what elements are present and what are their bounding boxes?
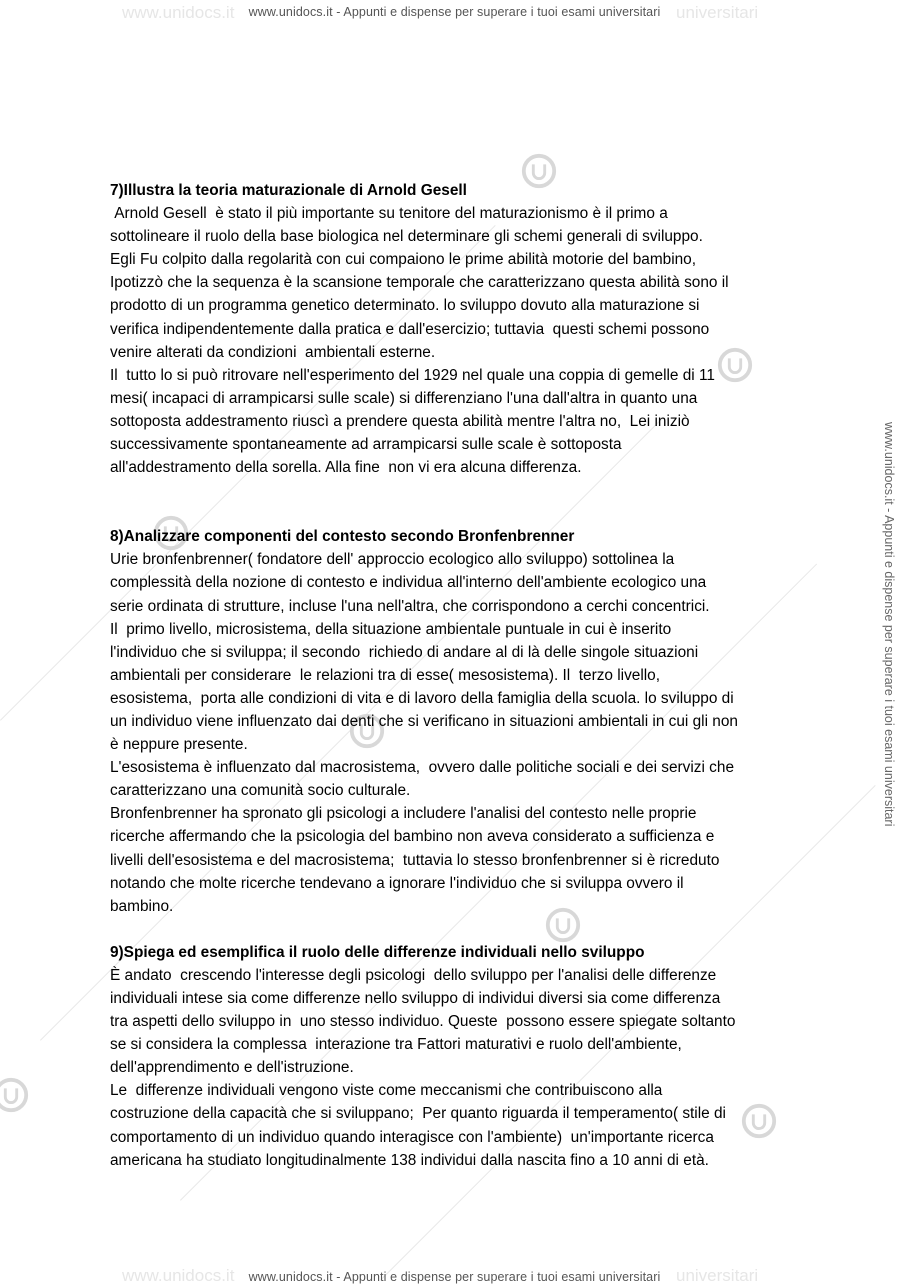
paragraph-line: livelli dell'esosistema e del macrosistema; tuttavia lo stesso bronfenbrenner si è ricreduto xyxy=(110,851,720,869)
unidocs-logo-icon xyxy=(0,1076,30,1114)
paragraph-line: È andato crescendo l'interesse degli psicologi dello sviluppo per l'analisi delle differenze xyxy=(110,966,717,984)
paragraph-line: tra aspetti dello sviluppo in uno stesso individuo. Queste possono essere spiegate soltanto xyxy=(110,1013,736,1031)
paragraph-line: Arnold Gesell è stato il più importante su tenitore del maturazionismo è il primo a xyxy=(110,205,668,223)
section-7 xyxy=(110,179,810,479)
paragraph-line: Bronfenbrenner ha spronato gli psicologi a includere l'analisi del contesto nelle proprie xyxy=(110,805,697,823)
paragraph-line: è neppure presente. xyxy=(110,736,248,754)
paragraph-line: se si considera la complessa interazione tra Fattori maturativi e ruolo dell'ambiente, xyxy=(110,1036,682,1054)
paragraph-line: serie ordinata di strutture, incluse l'una nell'altra, che corrispondono a cerchi concentrici. xyxy=(110,597,710,615)
watermark-header: www.unidocs.it - Appunti e dispense per superare i tuoi esami universitari xyxy=(248,5,661,19)
section-8 xyxy=(110,525,810,918)
watermark-ghost-text: universitari xyxy=(676,3,759,22)
watermark-footer: www.unidocs.it - Appunti e dispense per superare i tuoi esami universitari xyxy=(248,1270,661,1284)
paragraph-line: notando che molte ricerche tendevano a ignorare l'individuo che si sviluppa ovvero il xyxy=(110,874,684,892)
paragraph-line: Ipotizzò che la sequenza è la scansione temporale che caratterizzano questa abilità sono il xyxy=(110,274,729,292)
paragraph-line: sottoposta addestramento riuscì a prendere questa abilità mentre l'altra no, Lei iniziò xyxy=(110,412,690,430)
paragraph-line: successivamente spontaneamente ad arrampicarsi sulle scale è sottoposta xyxy=(110,436,622,454)
paragraph-line: un individuo viene influenzato dai denti che si verificano in situazioni ambientali in cui gli non xyxy=(110,712,738,730)
paragraph-line: L'esosistema è influenzato dal macrosistema, ovvero dalle politiche sociali e dei servizi che xyxy=(110,759,734,777)
paragraph-line: esosistema, porta alle condizioni di vita e di lavoro della famiglia della scuola. lo sviluppo di xyxy=(110,689,734,707)
paragraph-line: verifica indipendentemente dalla pratica e dall'esercizio; tuttavia questi schemi possono xyxy=(110,320,710,338)
watermark-ghost-text: www.unidocs.it xyxy=(122,1266,235,1285)
paragraph-line: caratterizzano una comunità socio culturale. xyxy=(110,782,411,800)
paragraph-line: costruzione della capacità che si sviluppano; Per quanto riguarda il temperamento( stile di xyxy=(110,1105,726,1123)
document-body xyxy=(110,179,810,1172)
section-heading: 8)Analizzare componenti del contesto secondo Bronfenbrenner xyxy=(110,528,575,546)
watermark-side-right: www.unidocs.it - Appunti e dispense per superare i tuoi esami universitari xyxy=(882,422,896,827)
paragraph-line: complessità della nozione di contesto e individua all'interno dell'ambiente ecologico una xyxy=(110,574,707,592)
paragraph-line: Urie bronfenbrenner( fondatore dell' approccio ecologico allo sviluppo) sottolinea la xyxy=(110,551,675,569)
paragraph-line: Il primo livello, microsistema, della situazione ambientale puntuale in cui è inserito xyxy=(110,620,672,638)
paragraph-line: l'individuo che si sviluppa; il secondo richiedo di andare al di là delle singole situazioni xyxy=(110,643,699,661)
paragraph-line: Il tutto lo si può ritrovare nell'esperimento del 1929 nel quale una coppia di gemelle di 11 xyxy=(110,366,715,384)
paragraph-line: americana ha studiato longitudinalmente 138 individui dalla nascita fino a 10 anni di età. xyxy=(110,1151,709,1169)
section-heading: 7)Illustra la teoria maturazionale di Arnold Gesell xyxy=(110,182,467,199)
section-9 xyxy=(110,941,810,1172)
paragraph-line: venire alterati da condizioni ambientali esterne. xyxy=(110,343,436,361)
paragraph-line: dell'apprendimento e dell'istruzione. xyxy=(110,1059,354,1077)
paragraph-line: comportamento di un individuo quando interagisce con l'ambiente) un'importante ricerca xyxy=(110,1128,714,1146)
paragraph-line: Egli Fu colpito dalla regolarità con cui compaiono le prime abilità motorie del bambino, xyxy=(110,251,697,269)
paragraph-line: mesi( incapaci di arrampicarsi sulle scale) si differenziano l'una dall'altra in quanto una xyxy=(110,389,698,407)
watermark-ghost-text: www.unidocs.it xyxy=(122,3,235,22)
section-heading: 9)Spiega ed esemplifica il ruolo delle differenze individuali nello sviluppo xyxy=(110,943,645,961)
paragraph-line: prodotto di un programma genetico determinato. lo sviluppo dovuto alla maturazione si xyxy=(110,297,700,315)
paragraph-line: bambino. xyxy=(110,897,174,915)
paragraph-line: sottolineare il ruolo della base biologica nel determinare gli schemi generali di sviluppo. xyxy=(110,228,703,246)
watermark-ghost-text: universitari xyxy=(676,1266,759,1285)
paragraph-line: individuali intese sia come differenze nello sviluppo di individui diversi sia come differenza xyxy=(110,990,721,1007)
paragraph-line: ambientali per considerare le relazioni tra di esse( mesosistema). Il terzo livello, xyxy=(110,666,661,684)
paragraph-line: Le differenze individuali vengono viste come meccanismi che contribuiscono alla xyxy=(110,1082,663,1100)
paragraph-line: all'addestramento della sorella. Alla fine non vi era alcuna differenza. xyxy=(110,459,582,477)
paragraph-line: ricerche affermando che la psicologia del bambino non aveva considerato a sufficienza e xyxy=(110,828,715,846)
